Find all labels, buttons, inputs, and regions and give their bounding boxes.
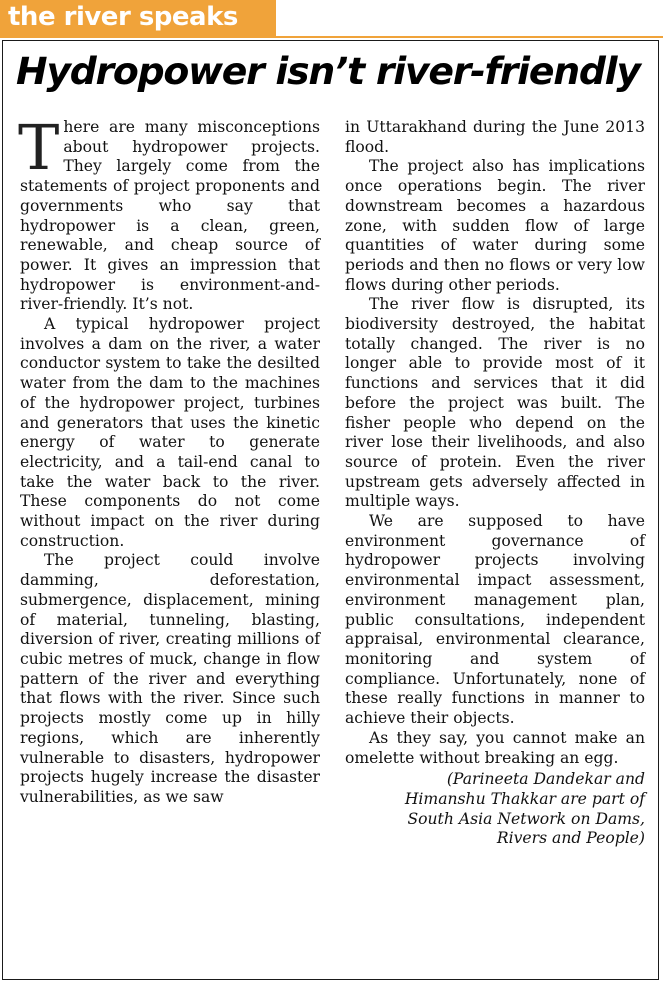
- paragraph-6: We are supposed to have environment governance of hydropower projects involving environmental impact assessment, environment management plan, public consultations, independent appraisal, environmental clearance, monitoring and system of compliance. Unfortunately, none of these really functions in manner to achieve their objects.: [345, 512, 645, 728]
- paragraph-1: [18, 111, 320, 315]
- paragraph-3-continued: in Uttarakhand during the June 2013 flood.: [345, 118, 645, 156]
- paragraph-7: As they say, you cannot make an omelette without breaking an egg.: [345, 728, 645, 767]
- paragraph-2: A typical hydropower project involves a dam on the river, a water conductor system to take the desilted water from the dam to the machines of the hydropower project, turbines and generators that uses the kinetic energy of water to generate electricity, and a tail-end canal to take the water back to the river. These components do not come without impact on the river during construction.: [20, 315, 320, 550]
- credit-line: (Parineeta Dandekar and: [446, 770, 645, 789]
- section-rule: [276, 36, 663, 38]
- drop-cap: T: [18, 111, 60, 184]
- author-credit: [345, 770, 645, 849]
- article-column-1: [18, 111, 320, 808]
- credit-line: Rivers and People): [496, 829, 645, 848]
- credit-line: Himanshu Thakkar are part of: [404, 789, 645, 808]
- paragraph-3: The project could involve damming, deforestation, submergence, displacement, mining of material, tunneling, blasting, diversion of river, creating millions of cubic metres of muck, change in flow pattern of the river and everything that flows with the river. Since such projects mostly come up in hilly regions, which are inherently vulnerable to disasters, hydropower projects hugely increase the disaster vulnerabilities, as we saw: [20, 551, 320, 806]
- section-label-bar: [0, 0, 276, 38]
- paragraph-4: The project also has implications once operations begin. The river downstream becomes a hazardous zone, with sudden flow of large quantities of water during some periods and then no flows or very low flows during other periods.: [345, 157, 645, 294]
- credit-line: South Asia Network on Dams,: [407, 809, 645, 828]
- section-header: [0, 0, 663, 42]
- article-column-2: [345, 118, 645, 849]
- section-label: the river speaks: [8, 2, 238, 32]
- headline: Hydropower isn’t river-friendly: [16, 50, 640, 93]
- paragraph-1-text: here are many misconceptions about hydropower projects. They largely come from the statements of project proponents and governments who say that hydropower is a clean, green, renewable, and cheap source of power. It gives an impression that hydropower is environment-and-river-friendly. It’s not.: [20, 118, 320, 314]
- paragraph-5: The river flow is disrupted, its biodiversity destroyed, the habitat totally changed. The river is no longer able to provide most of it functions and services that it did before the project was built. The fisher people who depend on the river lose their livelihoods, and also source of protein. Even the river upstream gets adversely affected in multiple ways.: [345, 295, 645, 511]
